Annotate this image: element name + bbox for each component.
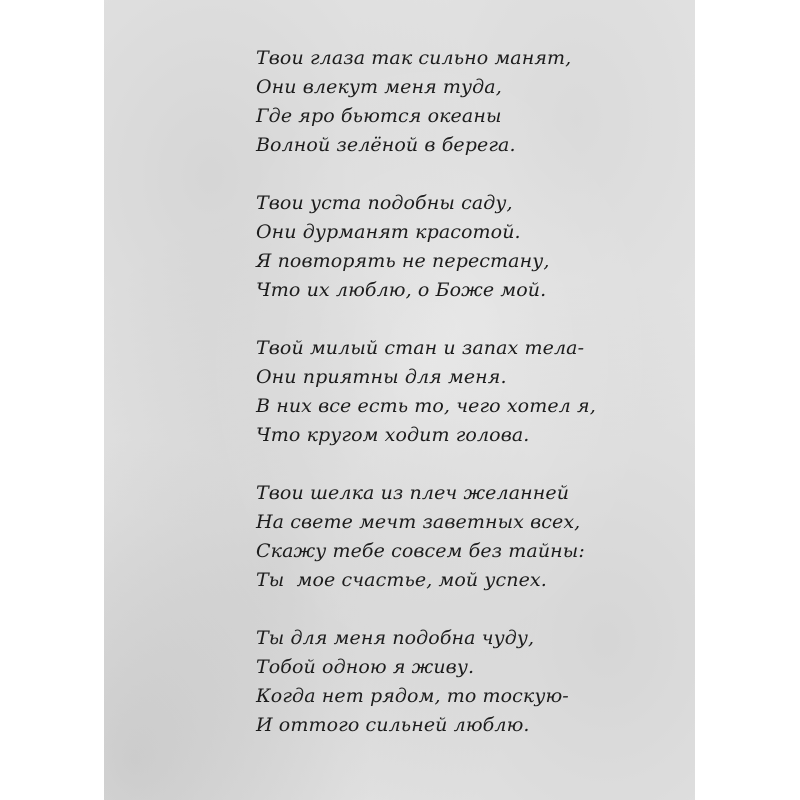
stanza-3 — [256, 334, 676, 450]
poem-line: Они влекут меня туда, — [256, 76, 502, 98]
poem-line: И оттого сильней люблю. — [256, 714, 530, 736]
poem-line: Что их люблю, о Боже мой. — [256, 279, 547, 301]
poem-line: Твои глаза так сильно манят, — [256, 47, 572, 69]
poem-line: Ты мое счастье, мой успех. — [256, 569, 547, 591]
poem-line: Что кругом ходит голова. — [256, 424, 530, 446]
poem-line: Они приятны для меня. — [256, 366, 507, 388]
poem-line: Где яро бьются океаны — [256, 105, 502, 127]
poem-line: Они дурманят красотой. — [256, 221, 521, 243]
stanza-2 — [256, 189, 676, 305]
poem-line: Твои уста подобны саду, — [256, 192, 513, 214]
poem-line: Скажу тебе совсем без тайны: — [256, 540, 585, 562]
poem-line: Волной зелёной в берега. — [256, 134, 516, 156]
stanza-1 — [256, 44, 676, 160]
stanza-4 — [256, 479, 676, 595]
poem-line: Твой милый стан и запах тела- — [256, 337, 585, 359]
poem-line: Я повторять не перестану, — [256, 250, 550, 272]
poem-line: Тобой одною я живу. — [256, 656, 475, 678]
poem — [256, 44, 676, 740]
poem-line: Когда нет рядом, то тоскую- — [256, 685, 569, 707]
poem-line: Твои шелка из плеч желанней — [256, 482, 570, 504]
poem-line: Ты для меня подобна чуду, — [256, 627, 535, 649]
stanza-5 — [256, 624, 676, 740]
poem-line: На свете мечт заветных всех, — [256, 511, 581, 533]
paper-page — [104, 0, 695, 800]
poem-line: В них все есть то, чего хотел я, — [256, 395, 596, 417]
